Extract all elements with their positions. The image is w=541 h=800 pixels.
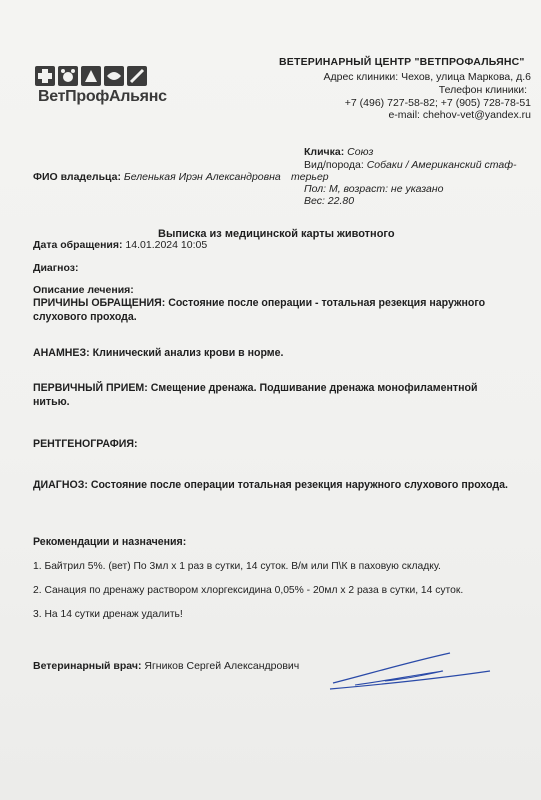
diagnosis2-section: ДИАГНОЗ: Состояние после операции тотальная резекция наружного слухового прохода.: [33, 479, 508, 491]
anamnesis-section: АНАМНЕЗ: Клинический анализ крови в норме.: [33, 347, 284, 359]
clinic-logo-text: ВетПрофАльянс: [38, 88, 167, 105]
vet-signature-line: Ветеринарный врач: Ягников Сергей Александрович: [33, 660, 300, 672]
treatment-label: Описание лечения:: [33, 284, 134, 296]
pet-breed-cont: терьер: [291, 171, 329, 183]
first-visit-section: ПЕРВИЧНЫЙ ПРИЕМ: Смещение дренажа. Подшивание дренажа монофиламентной нитью.: [33, 382, 478, 408]
pet-weight: Вес: 22.80: [304, 195, 355, 207]
clinic-title: ВЕТЕРИНАРНЫЙ ЦЕНТР "ВЕТПРОФАЛЬЯНС": [279, 56, 525, 68]
xray-section: РЕНТГЕНОГРАФИЯ:: [33, 438, 138, 450]
clinic-logo-icon: [35, 64, 155, 88]
diagnosis-label: Диагноз:: [33, 262, 79, 274]
clinic-email: e-mail: chehov-vet@yandex.ru: [388, 109, 531, 121]
handwritten-signature: [325, 645, 495, 695]
pet-breed: Вид/порода: Собаки / Американский стаф-: [304, 159, 517, 171]
list-item: 3. На 14 сутки дренаж удалить!: [33, 609, 183, 620]
recommendations-label: Рекомендации и назначения:: [33, 536, 187, 548]
list-item: 2. Санация по дренажу раствором хлоргексидина 0,05% - 20мл х 2 раза в сутки, 14 суток.: [33, 585, 464, 596]
reasons-section: ПРИЧИНЫ ОБРАЩЕНИЯ: Состояние после операции - тотальная резекция наружного слухового прохода.: [33, 297, 486, 323]
clinic-address: Адрес клиники: Чехов, улица Маркова, д.6: [323, 71, 531, 83]
phone-numbers: +7 (496) 727-58-82; +7 (905) 728-78-51: [344, 97, 531, 109]
document-title: Выписка из медицинской карты животного: [158, 228, 395, 240]
owner-info: ФИО владельца: Беленькая Ирэн Александровна: [33, 171, 281, 183]
list-item: 1. Байтрил 5%. (вет) По 3мл х 1 раз в сутки, 14 суток. В/м или П\К в паховую складку.: [33, 561, 441, 572]
pet-sex-age: Пол: М, возраст: не указано: [304, 183, 444, 195]
visit-date: Дата обращения: 14.01.2024 10:05: [33, 239, 208, 251]
phone-label: Телефон клиники:: [438, 84, 527, 96]
recommendations-list: [33, 560, 528, 632]
pet-name: Кличка: Союз: [304, 146, 374, 158]
